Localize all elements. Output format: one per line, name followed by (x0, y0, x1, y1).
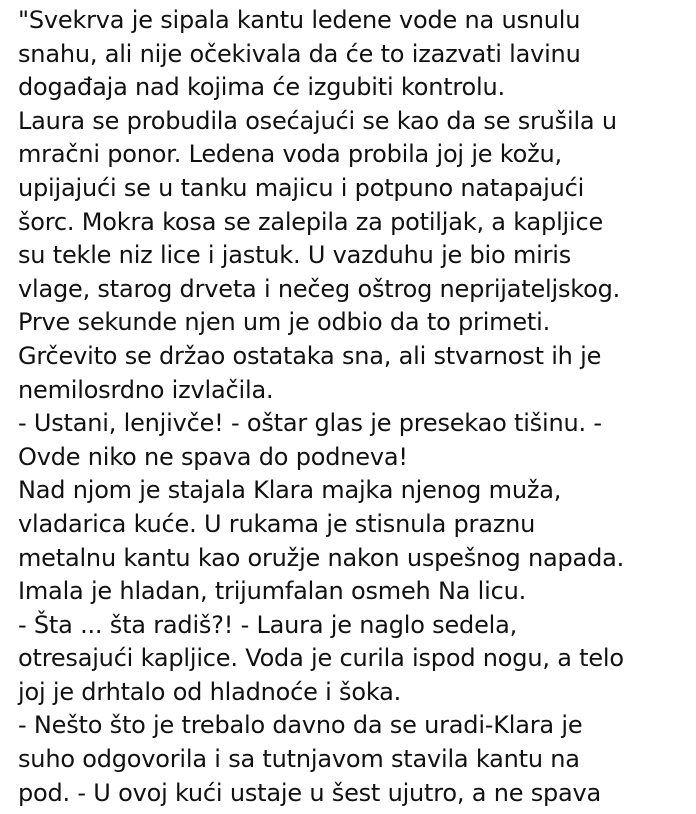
text-line: - Ustani, lenjivče! - oštar glas je presekao tišinu. - (18, 409, 602, 438)
text-line: Imala je hladan, trijumfalan osmeh Na licu. (18, 577, 527, 606)
text-line: snahu, ali nije očekivala da će to izazvati lavinu (18, 39, 581, 68)
text-line: - Nešto što je trebalo davno da se uradi-Klara je (18, 711, 583, 740)
text-line: šorc. Mokra kosa se zalepila za potiljak, a kapljice (18, 207, 604, 236)
post-text (18, 4, 694, 810)
text-line: nemilosrdno izvlačila. (18, 375, 274, 404)
text-line: Ovde niko ne spava do podneva! (18, 442, 408, 471)
text-line: pod. - U ovoj kući ustaje u šest ujutro, a ne spava (18, 778, 602, 807)
text-line: otresajući kapljice. Voda je curila ispod nogu, a telo (18, 644, 624, 673)
text-line: suho odgovorila i sa tutnjavom stavila kantu na (18, 745, 580, 774)
text-line: upijajući se u tanku majicu i potpuno natapajući (18, 173, 585, 202)
text-line: događaja nad kojima će izgubiti kontrolu. (18, 73, 505, 102)
text-line: Nad njom je stajala Klara majka njenog muža, (18, 476, 562, 505)
text-line: vlage, starog drveta i nečeg oštrog neprijateljskog. (18, 274, 621, 303)
text-line: joj je drhtalo od hladnoće i šoka. (18, 677, 402, 706)
text-line: metalnu kantu kao oružje nakon uspešnog napada. (18, 543, 625, 572)
text-line: - Šta ... šta radiš?! - Laura je naglo sedela, (18, 610, 518, 639)
text-line: mračni ponor. Ledena voda probila joj je kožu, (18, 140, 562, 169)
text-line: vladarica kuće. U rukama je stisnula praznu (18, 509, 536, 538)
text-line: su tekle niz lice i jastuk. U vazduhu je bio miris (18, 241, 572, 270)
text-line: Laura se probudila osećajući se kao da se srušila u (18, 106, 617, 135)
text-line: Grčevito se držao ostataka sna, ali stvarnost ih je (18, 341, 602, 370)
text-line: "Svekrva je sipala kantu ledene vode na usnulu (18, 6, 581, 34)
text-line: Prve sekunde njen um je odbio da to primeti. (18, 308, 551, 337)
